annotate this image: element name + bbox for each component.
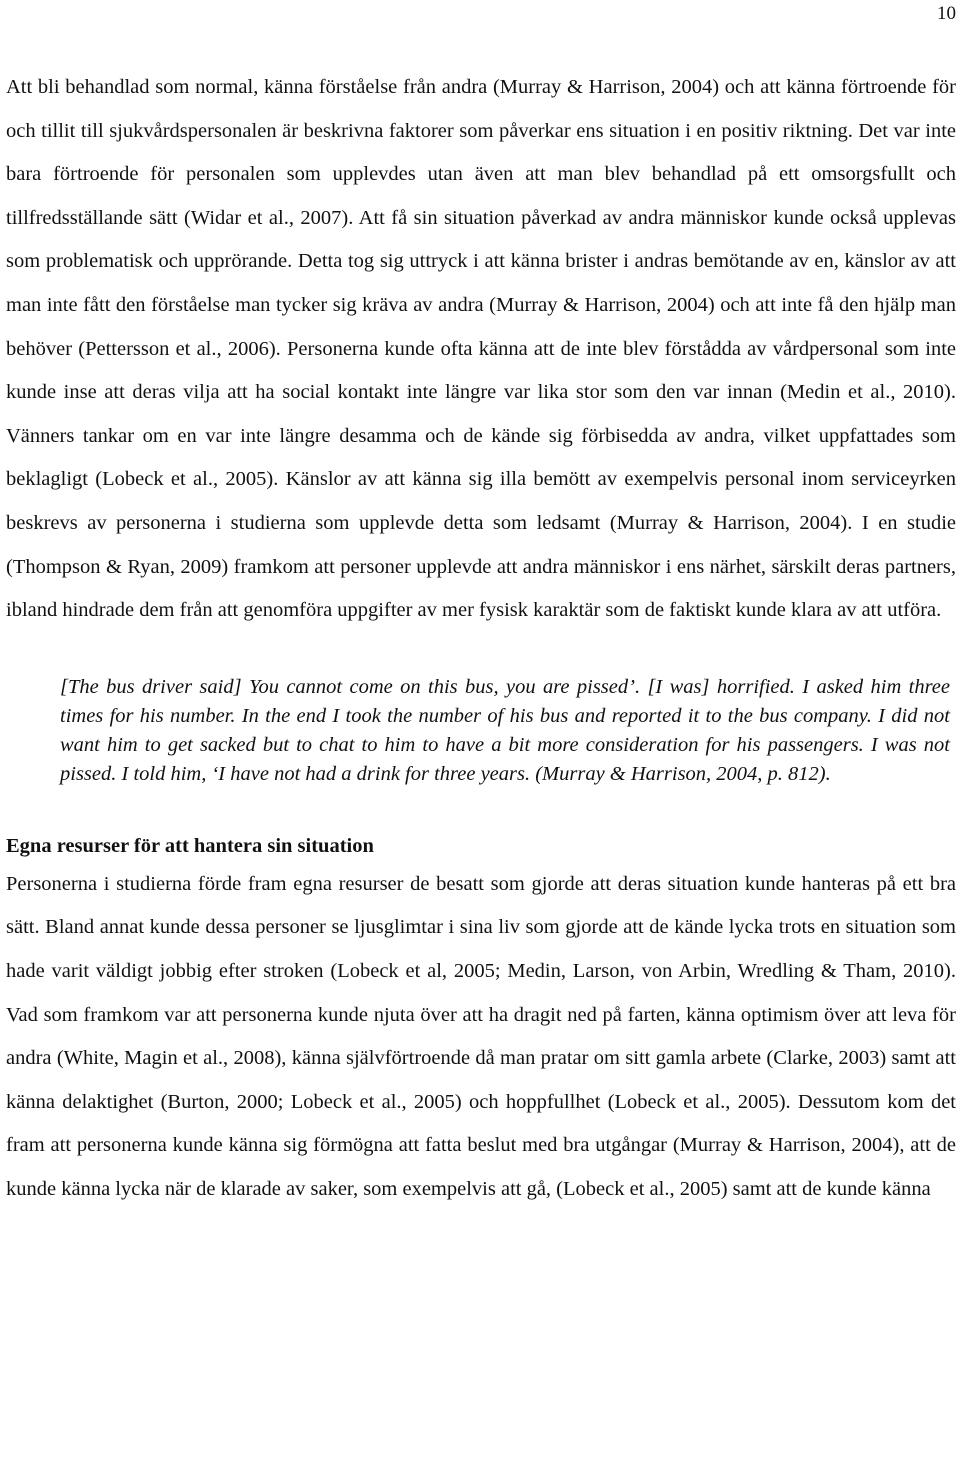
document-body — [6, 66, 956, 1211]
block-quote: [The bus driver said] You cannot come on this bus, you are pissed’. [I was] horrified. I asked him three times for his number. In the end I took the number of his bus and reported it to the bus company. I did not want him to get sacked but to chat to him to have a bit more consideration for his passengers. I was not pissed. I told him, ‘I have not had a drink for three years. (Murray & Harrison, 2004, p. 812). — [60, 675, 950, 785]
page-number: 10 — [937, 3, 956, 24]
section-heading: Egna resurser för att hantera sin situation — [6, 834, 374, 857]
paragraph-social-interactions: Att bli behandlad som normal, känna förståelse från andra (Murray & Harrison, 2004) och att känna förtroende för och tillit till sjukvårdspersonalen är beskrivna faktorer som påverkar ens situation i en positiv riktning. Det var inte bara förtroende för personalen som upplevdes utan även att man blev behandlad på ett omsorgsfullt och tillfredsställande sätt (Widar et al., 2007). Att få sin situation påverkad av andra människor kunde också upplevas som problematisk och upprörande. Detta tog sig uttryck i att känna brister i andras bemötande av en, känslor av att man inte fått den förståelse man tycker sig kräva av andra (Murray & Harrison, 2004) och att inte få den hjälp man behöver (Pettersson et al., 2006). Personerna kunde ofta känna att de inte blev förstådda av vårdpersonal som inte kunde inse att deras vilja att ha social kontakt inte längre var lika stor som den var innan (Medin et al., 2010). Vänners tankar om en var inte längre desamma och de kände sig förbisedda av andra, vilket uppfattades som beklagligt (Lobeck et al., 2005). Känslor av att känna sig illa bemött av exempelvis personal inom serviceyrken beskrevs av personerna i studierna som upplevde detta som ledsamt (Murray & Harrison, 2004). I en studie (Thompson & Ryan, 2009) framkom att personer upplevde att andra människor i ens närhet, särskilt deras partners, ibland hindrade dem från att genomföra uppgifter av mer fysisk karaktär som de faktiskt kunde klara av att utföra. — [6, 76, 956, 622]
paragraph-own-resources: Personerna i studierna förde fram egna resurser de besatt som gjorde att deras situation kunde hanteras på ett bra sätt. Bland annat kunde dessa personer se ljusglimtar i sina liv som gjorde att de kände lycka trots en situation som hade varit väldigt jobbig efter stroken (Lobeck et al, 2005; Medin, Larson, von Arbin, Wredling & Tham, 2010). Vad som framkom var att personerna kunde njuta över att ha dragit ned på farten, känna optimism över att leva för andra (White, Magin et al., 2008), känna självförtroende då man pratar om sitt gamla arbete (Clarke, 2003) samt att känna delaktighet (Burton, 2000; Lobeck et al., 2005) och hoppfullhet (Lobeck et al., 2005). Dessutom kom det fram att personerna kunde känna sig förmögna att fatta beslut med bra utgångar (Murray & Harrison, 2004), att de kunde känna lycka när de klarade av saker, som exempelvis att gå, (Lobeck et al., 2005) samt att de kunde känna — [6, 872, 956, 1200]
